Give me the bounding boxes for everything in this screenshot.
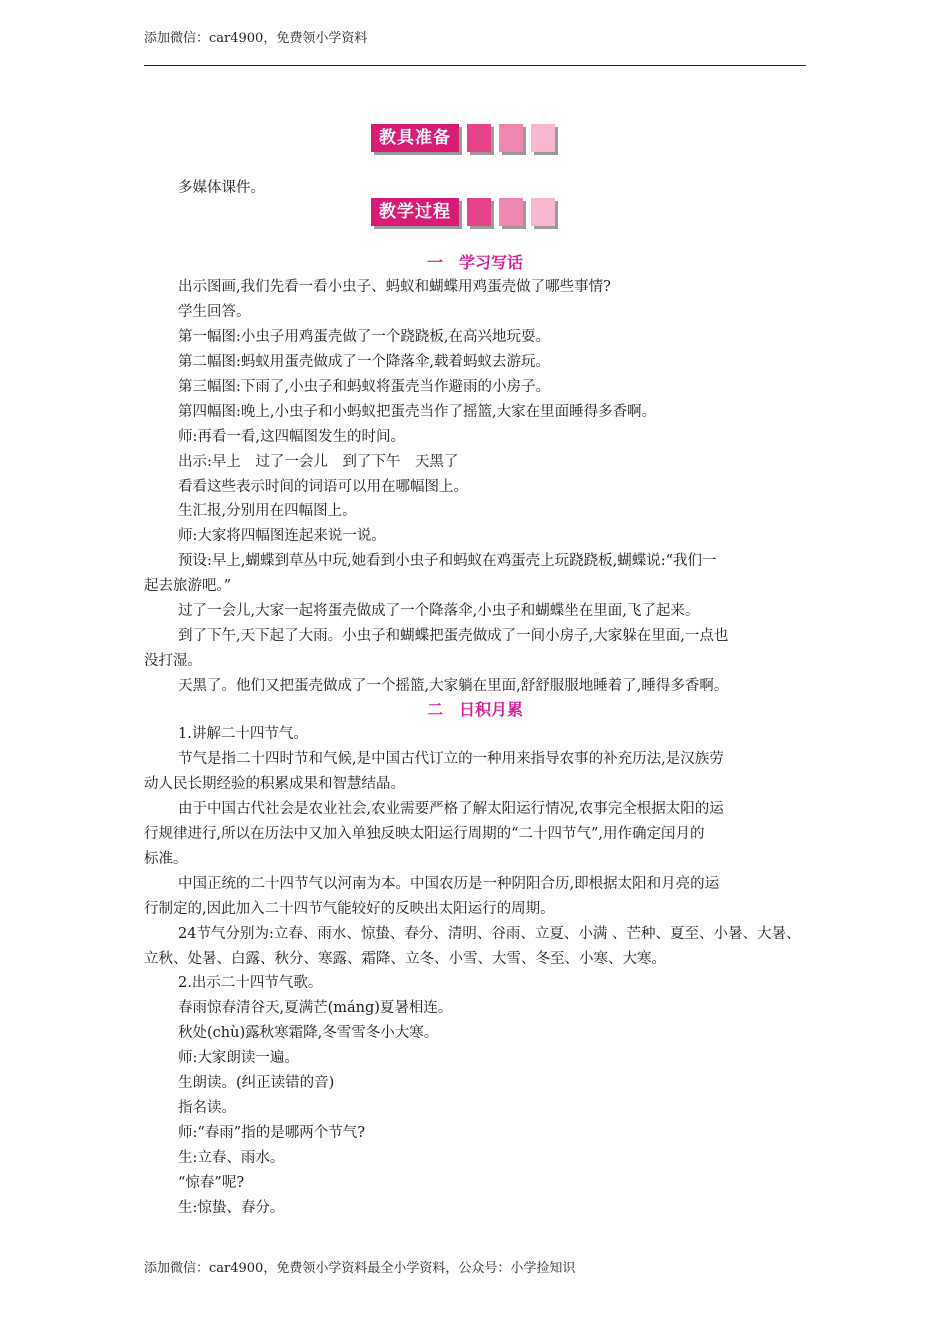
- banner-prep-label: 教具准备: [371, 124, 459, 152]
- text-line: 1.讲解二十四节气。: [178, 726, 308, 742]
- banner-square: [531, 198, 555, 226]
- section-heading-one: 一 学习写话: [426, 253, 523, 272]
- text-line: 天黑了。他们又把蛋壳做成了一个摇篮,大家躺在里面,舒舒服服地睡着了,睡得多香啊。: [178, 678, 729, 694]
- text-line: 立秋、处暑、白露、秋分、寒露、霜降、立冬、小雪、大雪、冬至、小寒、大寒。: [144, 951, 666, 967]
- text-line: 第四幅图:晚上,小虫子和小蚂蚁把蛋壳当作了摇篮,大家在里面睡得多香啊。: [178, 404, 657, 420]
- text-line: 行制定的,因此加入二十四节气能较好的反映出太阳运行的周期。: [144, 901, 555, 917]
- text-line: 生朗读。(纠正读错的音): [178, 1075, 335, 1091]
- text-line: 动人民长期经验的积累成果和智慧结晶。: [144, 776, 405, 792]
- text-line: 师:大家朗读一遍。: [178, 1050, 299, 1066]
- text-line: 2.出示二十四节气歌。: [178, 975, 323, 991]
- banner-square: [467, 198, 491, 226]
- text-line: 到了下午,天下起了大雨。小虫子和蝴蝶把蛋壳做成了一间小房子,大家躲在里面,一点也: [178, 628, 729, 644]
- header-divider: [144, 65, 806, 66]
- text-line: 看看这些表示时间的词语可以用在哪幅图上。: [178, 479, 468, 495]
- text-line: 没打湿。: [144, 653, 202, 669]
- text-line: 出示图画,我们先看一看小虫子、蚂蚁和蝴蝶用鸡蛋壳做了哪些事情?: [178, 279, 611, 295]
- text-line: 24节气分别为:立春、雨水、惊蛰、春分、清明、谷雨、立夏、小满 、芒种、夏至、小暑、大暑、: [178, 926, 801, 942]
- text-line: 起去旅游吧。”: [144, 578, 232, 594]
- text-line: 标准。: [144, 851, 188, 867]
- text-line: “惊春”呢?: [178, 1175, 245, 1191]
- banner-square: [499, 198, 523, 226]
- section-heading-two: 二 日积月累: [426, 700, 523, 719]
- text-line: 第一幅图:小虫子用鸡蛋壳做了一个跷跷板,在高兴地玩耍。: [178, 329, 550, 345]
- text-line: 出示:早上 过了一会儿 到了下午 天黑了: [178, 454, 459, 470]
- text-line: 由于中国古代社会是农业社会,农业需要严格了解太阳运行情况,农事完全根据太阳的运: [178, 801, 724, 817]
- banner-square: [467, 124, 491, 152]
- text-line: 学生回答。: [178, 304, 251, 320]
- prep-text: 多媒体课件。: [178, 180, 265, 196]
- banner-prep: [371, 124, 555, 152]
- text-line: 节气是指二十四时节和气候,是中国古代订立的一种用来指导农事的补充历法,是汉族劳: [178, 751, 724, 767]
- text-line: 第二幅图:蚂蚁用蛋壳做成了一个降落伞,载着蚂蚁去游玩。: [178, 354, 550, 370]
- text-line: 生汇报,分别用在四幅图上。: [178, 503, 357, 519]
- banner-square: [499, 124, 523, 152]
- text-line: 师:大家将四幅图连起来说一说。: [178, 528, 386, 544]
- banner-process-label: 教学过程: [371, 198, 459, 226]
- banner-square: [531, 124, 555, 152]
- page-header: 添加微信：car4900，免费领小学资料: [144, 31, 368, 46]
- text-line: 生:立春、雨水。: [178, 1150, 285, 1166]
- text-line: 预设:早上,蝴蝶到草丛中玩,她看到小虫子和蚂蚁在鸡蛋壳上玩跷跷板,蝴蝶说:“我们一: [178, 553, 717, 569]
- text-line: 行规律进行,所以在历法中又加入单独反映太阳运行周期的“二十四节气”,用作确定闰月的: [144, 826, 705, 842]
- text-line: 第三幅图:下雨了,小虫子和蚂蚁将蛋壳当作避雨的小房子。: [178, 379, 550, 395]
- banner-process: [371, 198, 555, 226]
- page-footer: 添加微信：car4900，免费领小学资料最全小学资料，公众号：小学捡知识: [144, 1261, 576, 1276]
- text-line: 中国正统的二十四节气以河南为本。中国农历是一种阴阳合历,即根据太阳和月亮的运: [178, 876, 720, 892]
- text-line: 师:“春雨”指的是哪两个节气?: [178, 1125, 365, 1141]
- text-line: 春雨惊春清谷天,夏满芒(máng)夏暑相连。: [178, 1000, 453, 1016]
- text-line: 过了一会儿,大家一起将蛋壳做成了一个降落伞,小虫子和蝴蝶坐在里面,飞了起来。: [178, 603, 700, 619]
- text-line: 指名读。: [178, 1100, 236, 1116]
- text-line: 生:惊蛰、春分。: [178, 1200, 285, 1216]
- text-line: 师:再看一看,这四幅图发生的时间。: [178, 429, 405, 445]
- text-line: 秋处(chù)露秋寒霜降,冬雪雪冬小大寒。: [178, 1025, 439, 1041]
